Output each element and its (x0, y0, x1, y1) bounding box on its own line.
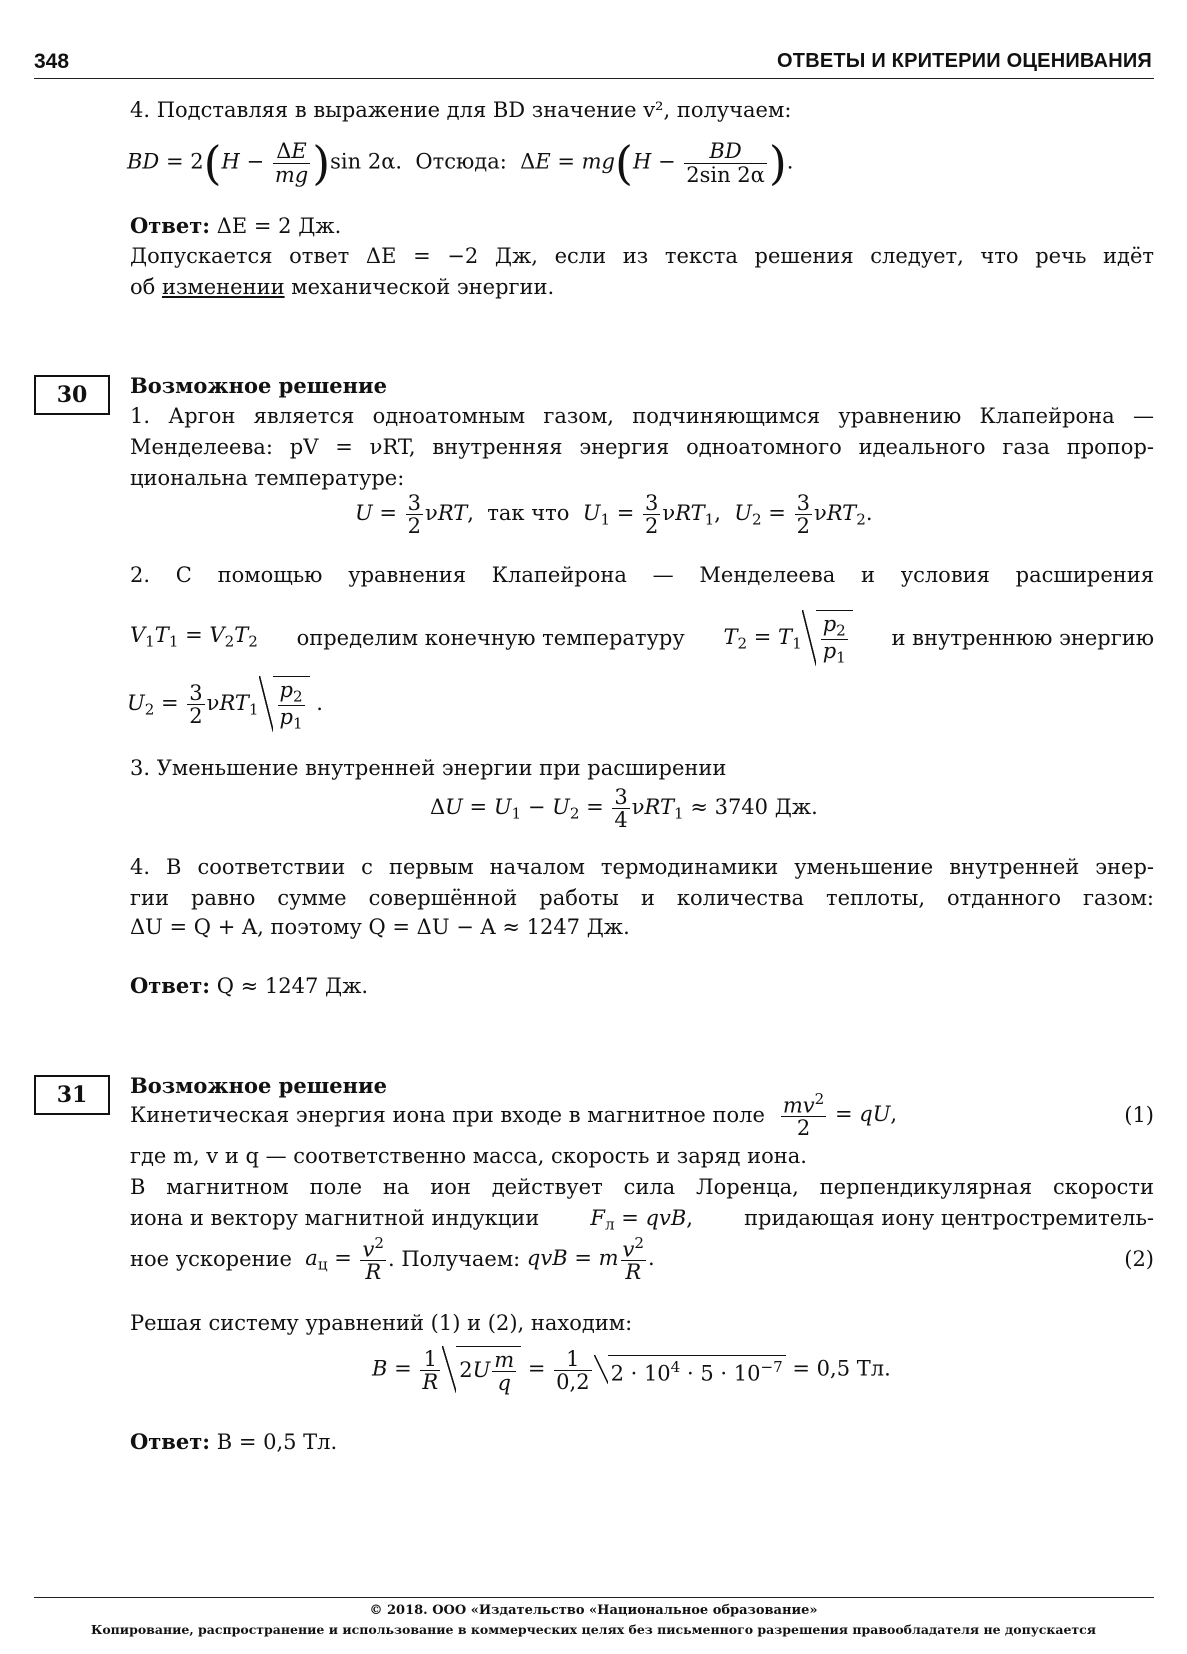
task30-p4-line1: 4. В соответствии с первым началом термодинамики уменьшение внутренней энер- (130, 855, 1154, 879)
prev-note-line1: Допускается ответ ΔE = −2 Дж, если из текста решения следует, что речь идёт (130, 244, 1154, 268)
equation-label-1: (1) (1124, 1103, 1154, 1128)
task31-line5: ное ускорение $a_ц$ = $\frac{v^2}{R}$ . Получаем: qvB = m $\frac{v^2}{R}$ . (2) (130, 1234, 1154, 1285)
task31-line2: где m, v и q — соответственно масса, скорость и заряд иона. (130, 1144, 807, 1168)
answer-value: ΔE = 2 Дж. (216, 214, 342, 238)
prev-formula: BD = 2(H − $\frac{\Delta E}{mg}$ )sin 2α. Отсюда: ΔE = mg(H − $\frac{BD}{2\sin 2\alpha}$ ). (127, 136, 794, 190)
task31-heading: Возможное решение (130, 1073, 387, 1098)
task31-formula-B: B = $\frac{1}{R}$ 2U $\frac{m}{q}$ = $\frac{1}{0,2}$ $2 \cdot 10^4 \cdot 5 \cdot 10^{-7} = 0,5$ Тл. (372, 1346, 891, 1396)
task31-line3: В магнитном поле на ион действует сила Лоренца, перпендикулярная скорости (130, 1175, 1154, 1199)
prev-step4-text: 4. Подставляя в выражение для BD значение v², получаем: (130, 98, 792, 122)
task30-formula-U: U = $\frac{3}{2}$ νRT, так что $U_1$ = $\frac{3}{2}$ νRT$_1$, $U_2$ = $\frac{3}{2}$ νRT$_2$. (355, 491, 873, 539)
task31-line6: Решая систему уравнений (1) и (2), находим: (130, 1311, 633, 1335)
task30-p1-line3: циональна температуре: (130, 466, 405, 490)
task30-formula-dU: $\Delta U = U_1 - U_2$ = $\frac{3}{4}$ νRT$_1$ ≈ 3740 Дж. (430, 785, 818, 833)
prev-answer (130, 210, 1154, 242)
page-number: 348 (34, 50, 70, 73)
task-number-box-31: 31 (34, 1075, 110, 1115)
task31-line4: иона и вектору магнитной индукции $F_л$ = qvB, придающая иону центростремитель- (130, 1206, 1154, 1234)
task30-p3: 3. Уменьшение внутренней энергии при расширении (130, 756, 727, 780)
task30-p4-line2: гии равно сумме совершённой работы и количества теплоты, отданного газом: (130, 886, 1154, 910)
prev-note-line2: об изменении механической энергии. (130, 275, 555, 299)
task30-p1-line1: 1. Аргон является одноатомным газом, подчиняющимся уравнению Клапейрона — (130, 404, 1154, 428)
task30-p1-line2: Менделеева: pV = νRT, внутренняя энергия одноатомного идеального газа пропор- (130, 435, 1154, 459)
task-number-box-30: 30 (34, 375, 110, 415)
task30-answer: Ответ: Q ≈ 1247 Дж. (130, 973, 369, 998)
underlined-word: изменении (161, 275, 285, 299)
task30-p2-line2: $V_1T_1 = V_2T_2$ определим конечную температуру $T_2 = T_1$ $\frac{p_2}{p_1}$ и внутреннюю энергию (130, 612, 1154, 667)
task31-answer: Ответ: B = 0,5 Тл. (130, 1429, 338, 1454)
task30-p2-line1: 2. С помощью уравнения Клапейрона — Менделеева и условия расширения (130, 563, 1154, 587)
equation-label-2: (2) (1124, 1247, 1154, 1272)
task30-formula-U2: $U_2$ = $\frac{3}{2}$ νRT$_1$ $\frac{p_2}{p_1}$ . (127, 678, 323, 733)
otsyuda-text: Отсюда: (415, 149, 507, 174)
answer-label: Ответ: (130, 213, 211, 238)
task30-heading: Возможное решение (130, 373, 387, 398)
task30-p4-line3: ΔU = Q + A, поэтому Q = ΔU − A ≈ 1247 Дж. (130, 915, 630, 939)
task31-line1: Кинетическая энергия иона при входе в магнитное поле $\frac{mv^2}{2}$ = qU, (1) (130, 1090, 1154, 1141)
footer-copyright: © 2018. ООО «Издательство «Национальное образование» (369, 1603, 818, 1618)
header-divider (34, 78, 1154, 79)
section-title: ОТВЕТЫ И КРИТЕРИИ ОЦЕНИВАНИЯ (777, 50, 1152, 72)
footer-notice: Копирование, распространение и использование в коммерческих целях без письменного разрешения правообладателя не допускается (90, 1622, 1097, 1637)
footer-divider (34, 1597, 1154, 1598)
